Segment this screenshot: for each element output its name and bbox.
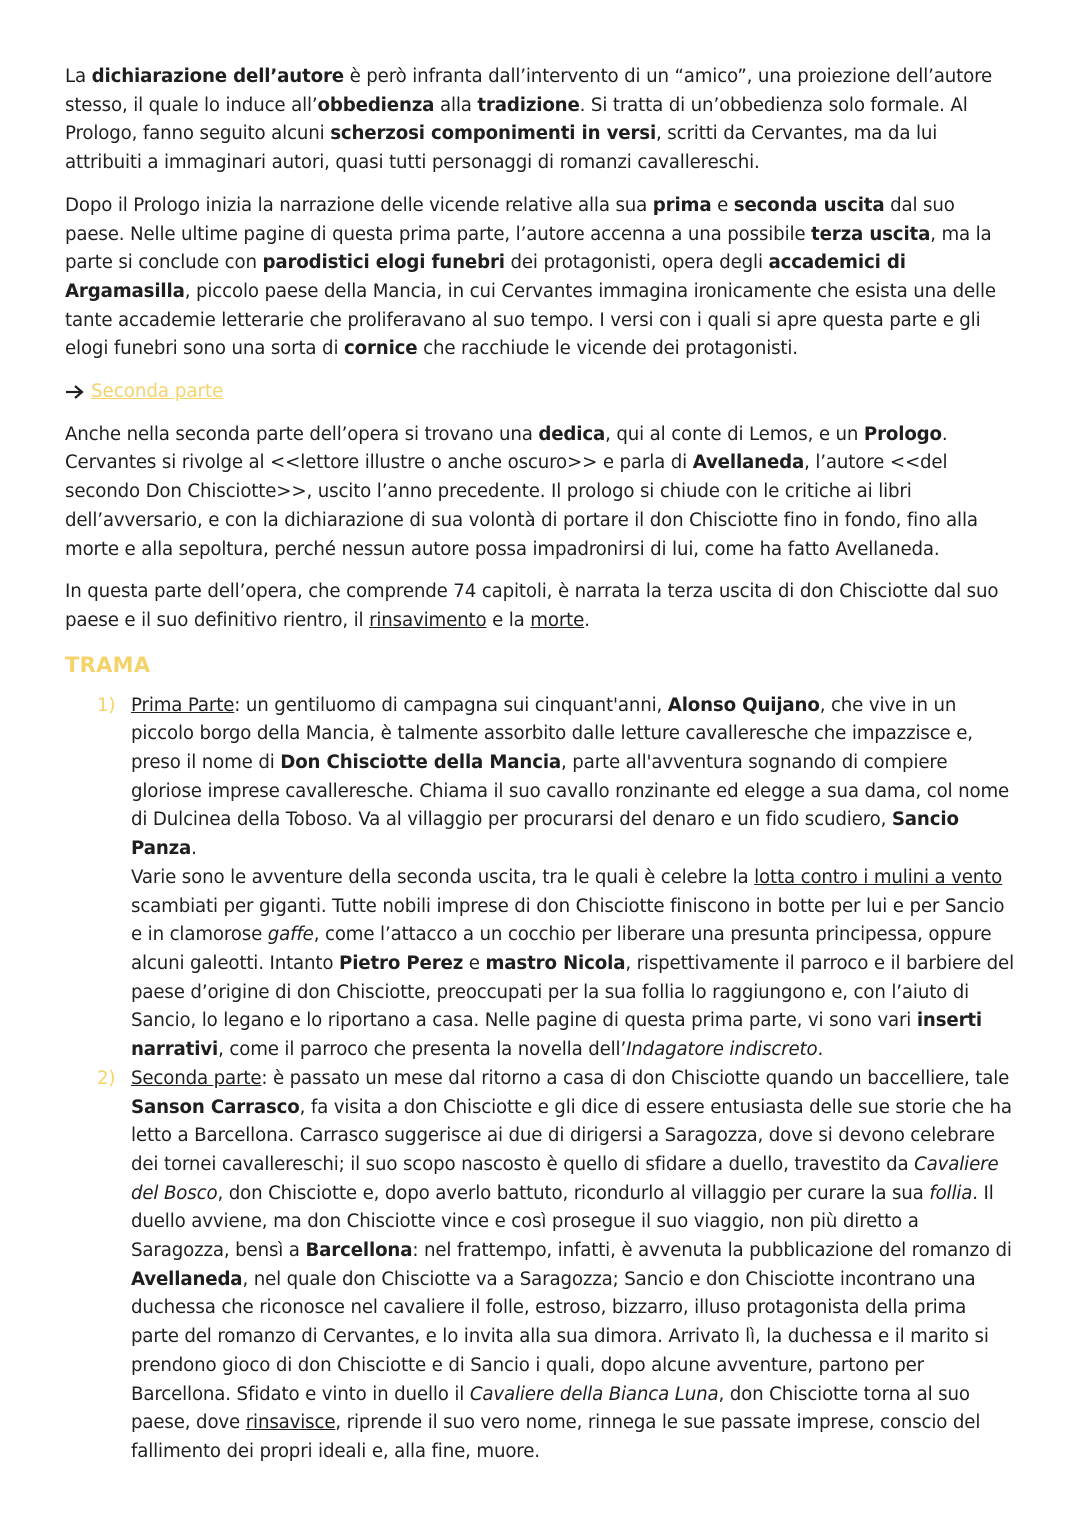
plot-item-2: 2) Seconda parte: è passato un mese dal ritorno a casa di don Chisciotte quando un baccelliere, tale Sanson Carrasco, fa visita a don Chisciotte e gli dice di essere entusiasta delle sue storie che ha letto a Barcellona. Carrasco suggerisce ai due di dirigersi a Saragozza, dove si devono celebrare dei tornei cavallereschi; il suo scopo nascosto è quello di sfidare a duello, travestito da Cavaliere del Bosco, don Chisciotte e, dopo averlo battuto, ricondurlo al villaggio per curare la sua follia. Il duello avviene, ma don Chisciotte vince e così prosegue il suo viaggio, non più diretto a Saragozza, bensì a Barcellona: nel frattempo, infatti, è avvenuta la pubblicazione del romanzo di Avellaneda, nel quale don Chisciotte va a Saragozza; Sancio e don Chisciotte incontrano una duchessa che riconosce nel cavaliere il folle, estroso, bizzarro, illuso protagonista della prima parte del romanzo di Cervantes, e lo invita alla sua dimora. Arrivato lì, la duchessa e il marito si prendono gioco di don Chisciotte e di Sancio i quali, dopo alcune avventure, partono per Barcellona. Sfidato e vinto in duello il Cavaliere della Bianca Luna, don Chisciotte torna al suo paese, dove rinsavisce, riprende il suo vero nome, rinnega le sue passate imprese, conscio del fallimento dei propri ideali e, alla fine, muore. xyxy=(65,1065,1016,1467)
trama-heading: TRAMA xyxy=(65,652,151,677)
seconda-parte-paragraph-2: In questa parte dell’opera, che comprende 74 capitoli, è narrata la terza uscita di don Chisciotte dal suo paese e il suo definitivo rientro, il rinsavimento e la morte. xyxy=(65,581,999,631)
arrow-right-icon xyxy=(65,384,85,400)
seconda-parte-section xyxy=(65,421,1016,636)
plot-item-1: 1) Prima Parte: un gentiluomo di campagna sui cinquant'anni, Alonso Quijano, che vive in un piccolo borgo della Mancia, è talmente assorbito dalle letture cavalleresche che impazzisce e, preso il nome di Don Chisciotte della Mancia, parte all'avventura sognando di compiere gloriose imprese cavalleresche. Chiama il suo cavallo ronzinante ed elegge a sua dama, col nome di Dulcinea della Toboso. Va al villaggio per procurarsi del denaro e un fido scudiero, Sancio Panza. Varie sono le avventure della seconda uscita, tra le quali è celebre la lotta contro i mulini a vento scambiati per giganti. Tutte nobili imprese di don Chisciotte finiscono in botte per lui e per Sancio e in clamorose gaffe, come l’attacco a un cocchio per liberare una presunta principessa, oppure alcuni galeotti. Intanto Pietro Perez e mastro Nicola, rispettivamente il parroco e il barbiere del paese d’origine di don Chisciotte, preoccupati per la sua follia lo raggiungono e, con l’aiuto di Sancio, lo legano e lo riportano a casa. Nelle pagine di questa prima parte, vi sono vari inserti narrativi, come il parroco che presenta la novella dell’Indagatore indiscreto. xyxy=(65,692,1016,1065)
plot-list xyxy=(65,692,1016,1467)
plot-item-number: 2) xyxy=(97,1067,116,1089)
seconda-parte-paragraph-1: Anche nella seconda parte dell’opera si trovano una dedica, qui al conte di Lemos, e un Prologo. Cervantes si rivolge al <<lettore illustre o anche oscuro>> e parla di Avellaneda, l’autore <<del secondo Don Chisciotte>>, uscito l’anno precedente. Il prologo si chiude con le critiche ai libri dell’avversario, e con la dichiarazione di sua volontà di portare il don Chisciotte fino in fondo, fino alla morte e alla sepoltura, perché nessun autore possa impadronirsi di lui, come ha fatto Avellaneda. xyxy=(65,423,978,560)
section-link-seconda-parte[interactable] xyxy=(65,378,1016,407)
intro-paragraph-2: Dopo il Prologo inizia la narrazione delle vicende relative alla sua prima e seconda uscita dal suo paese. Nelle ultime pagine di questa prima parte, l’autore accenna a una possibile terza uscita, ma la parte si conclude con parodistici elogi funebri dei protagonisti, opera degli accademici di Argamasilla, piccolo paese della Mancia, in cui Cervantes immagina ironicamente che esista una delle tante accademie letterarie che proliferavano al suo tempo. I versi con i quali si apre questa parte e gli elogi funebri sono una sorta di cornice che racchiude le vicende dei protagonisti. xyxy=(65,194,996,360)
plot-item-number: 1) xyxy=(97,694,116,716)
intro-paragraph-1: La dichiarazione dell’autore è però infranta dall’intervento di un “amico”, una proiezione dell’autore stesso, il quale lo induce all’obbedienza alla tradizione. Si tratta di un’obbedienza solo formale. Al Prologo, fanno seguito alcuni scherzosi componimenti in versi, scritti da Cervantes, ma da lui attribuiti a immaginari autori, quasi tutti personaggi di romanzi cavallereschi. xyxy=(65,66,993,174)
section-link-label[interactable]: Seconda parte xyxy=(91,381,224,403)
intro-section xyxy=(65,63,1016,364)
